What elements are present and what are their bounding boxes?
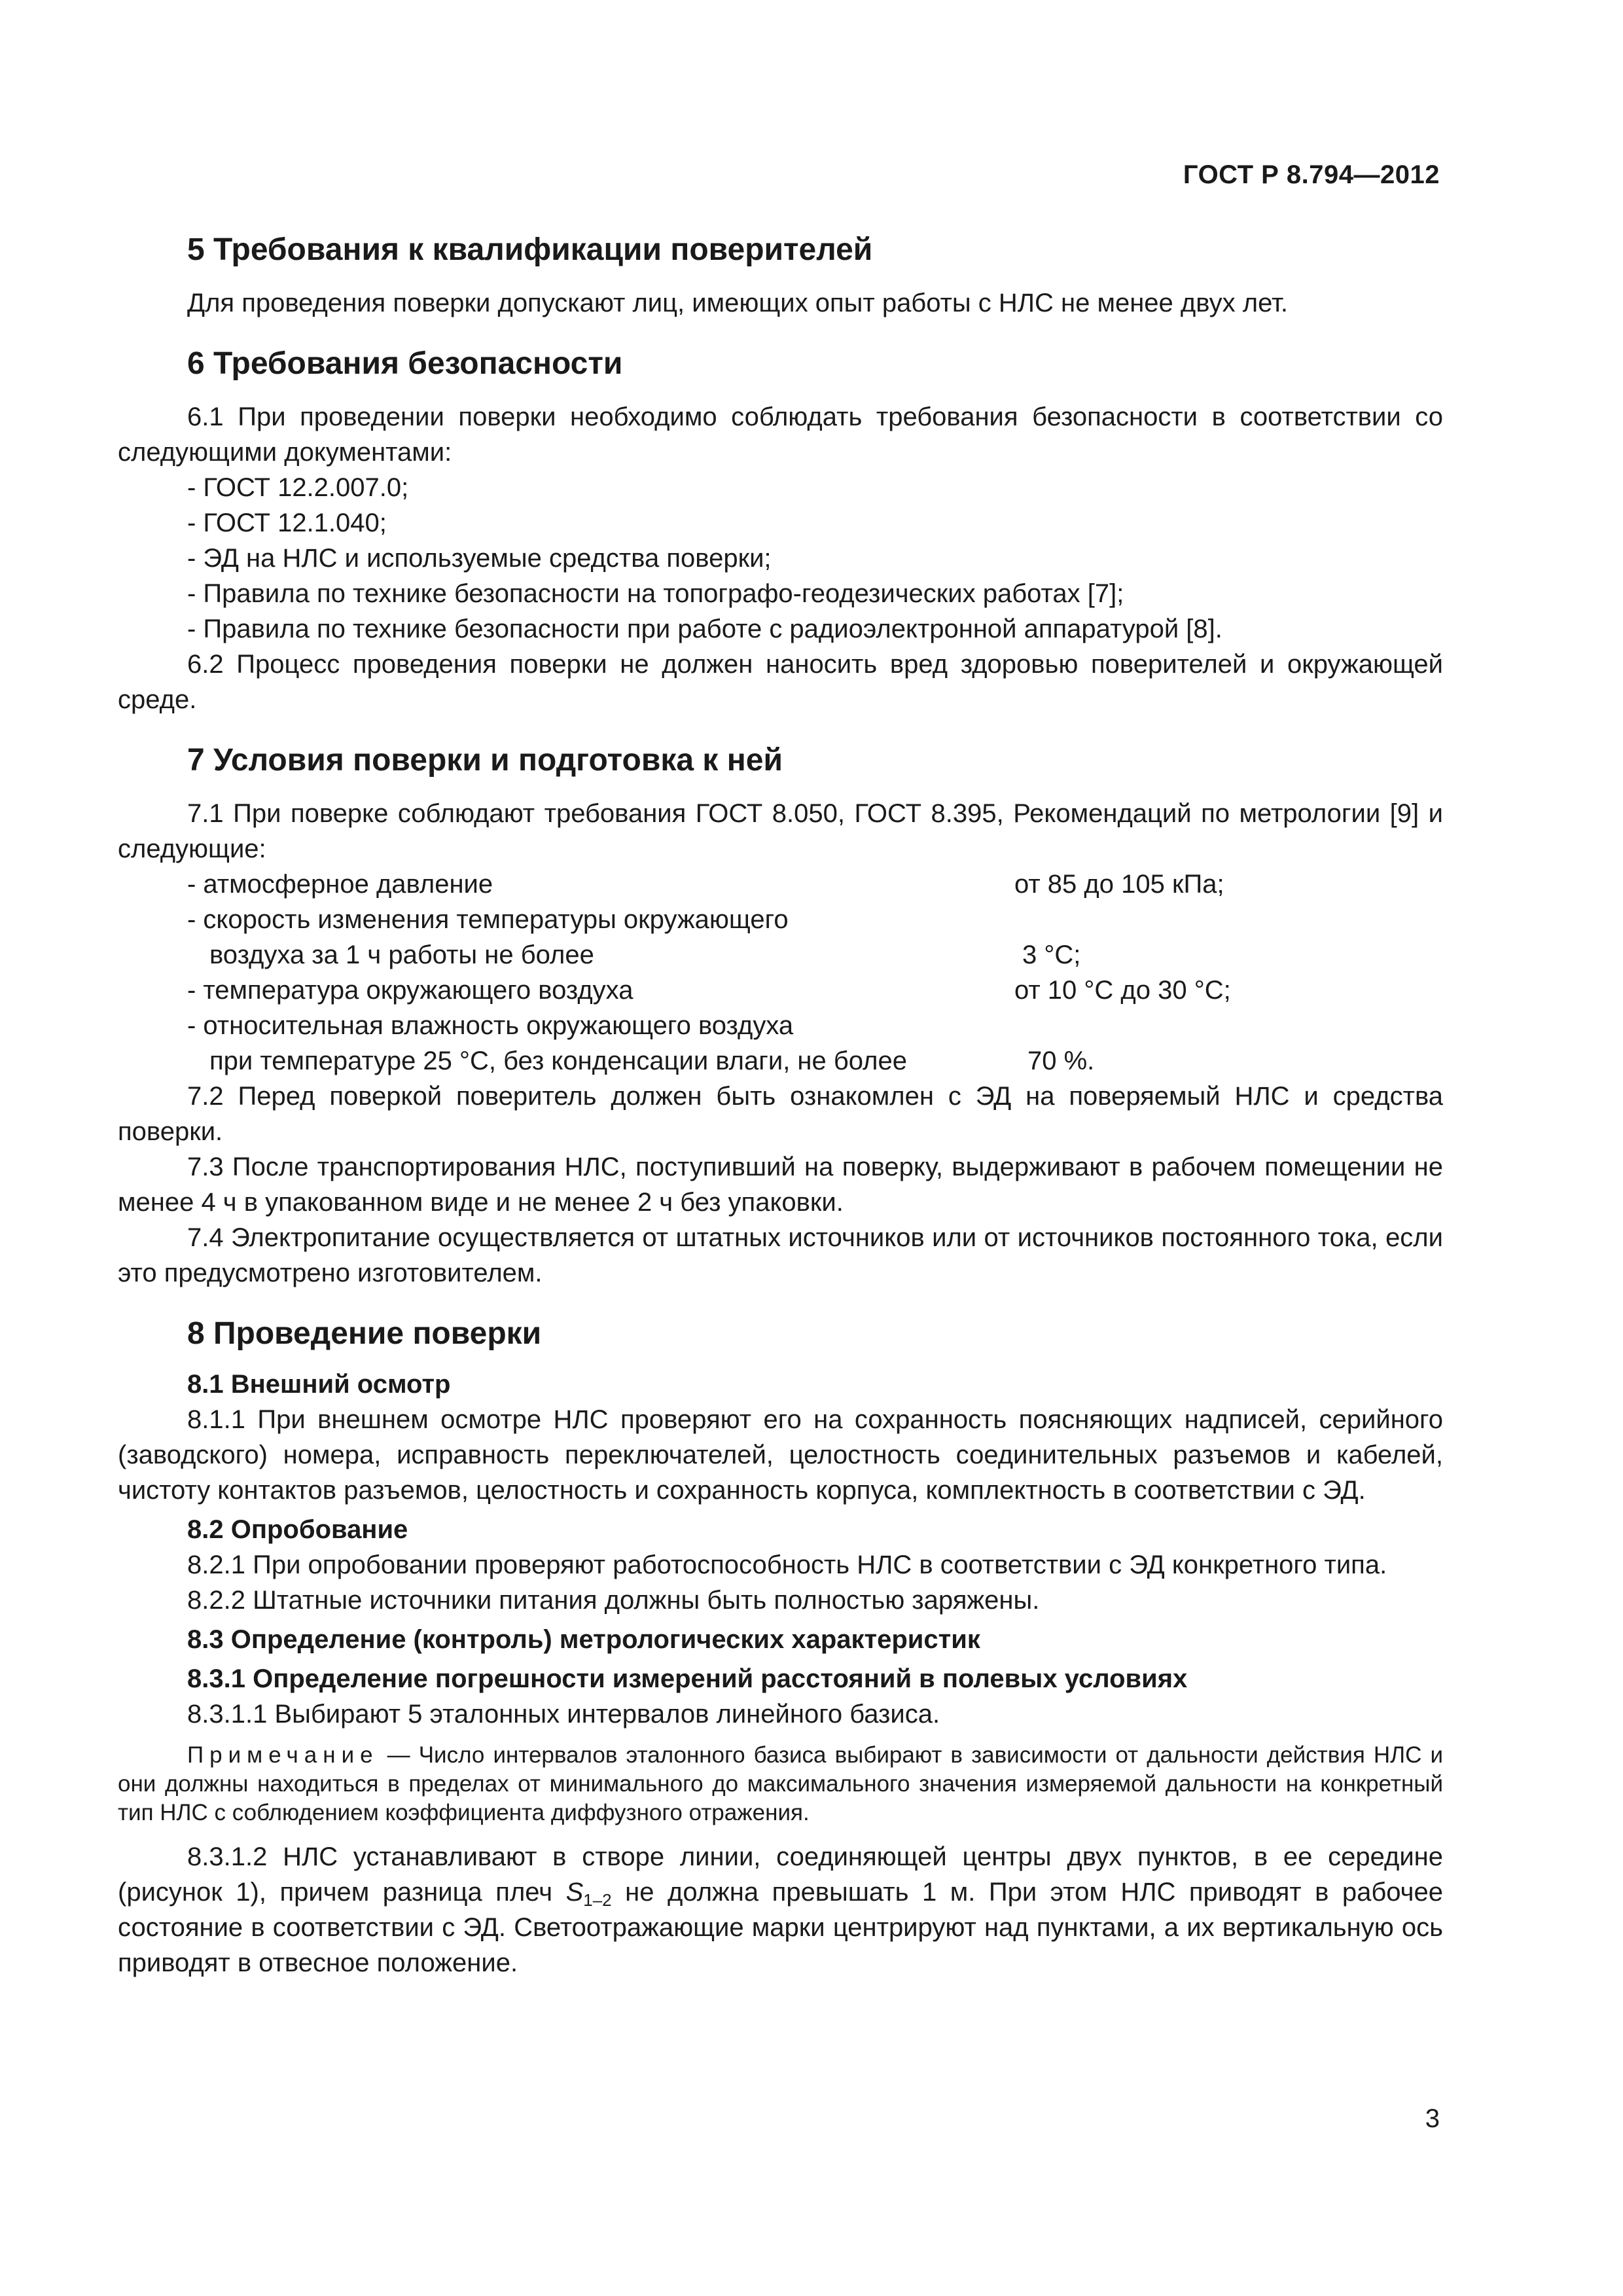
condition-value: 70 %.	[1027, 1047, 1095, 1075]
para-8-1-1: 8.1.1 При внешнем осмотре НЛС проверяют его на сохранность поясняющих надписей, серийного (заводского) номера, исправность переключателей, целостность соединительных разъемов и кабелей, чистоту контактов разъемов, целостность и сохранность корпуса, комплектность в соответствии с ЭД.	[118, 1405, 1443, 1505]
condition-label: - атмосферное давление	[187, 870, 493, 899]
note	[118, 1741, 1443, 1827]
para-7-1: 7.1 При поверке соблюдают требования ГОСТ 8.050, ГОСТ 8.395, Рекомендаций по метрологии [9] и следующие:	[118, 799, 1443, 863]
condition-value: от 10 °С до 30 °С;	[1014, 976, 1231, 1005]
condition-row	[118, 937, 1443, 973]
para-text: 8.3.1.2 НЛС устанавливают в створе линии, соединяющей центры двух пунктов, в ее середине (рисунок 1), причем разница плеч	[118, 1842, 1443, 1907]
para-8-2-1: 8.2.1 При опробовании проверяют работоспособность НЛС в соответствии с ЭД конкретного типа.	[187, 1551, 1387, 1579]
document-body	[118, 229, 1443, 1981]
para-8-3-1-1: 8.3.1.1 Выбирают 5 эталонных интервалов линейного базиса.	[187, 1700, 940, 1729]
symbol-subscript: 1–2	[583, 1890, 612, 1910]
para-text: не должна превышать 1 м. При этом НЛС приводят в рабочее состояние в соответствии с ЭД. Светоотражающие марки центрируют над пунктами, а их вертикальную ось приводят в отвесное положение.	[118, 1878, 1443, 1977]
condition-row	[118, 902, 1443, 937]
list-item: - ЭД на НЛС и используемые средства поверки;	[187, 544, 772, 573]
condition-label: воздуха за 1 ч работы не более	[209, 941, 594, 969]
symbol-s: S	[565, 1878, 584, 1907]
list-item: - Правила по технике безопасности при работе с радиоэлектронной аппаратурой [8].	[187, 615, 1222, 643]
list-item: - ГОСТ 12.2.007.0;	[187, 473, 409, 502]
subsection-8-1-title: 8.1 Внешний осмотр	[187, 1370, 451, 1399]
section-5-title: 5 Требования к квалификации поверителей	[187, 232, 873, 267]
note-text: — Число интервалов эталонного базиса выбирают в зависимости от дальности действия НЛС и они должны находиться в пределах от минимального до максимального значения измеряемой дальности на конкретный тип НЛС с соблюдением коэффициента диффузного отражения.	[118, 1742, 1443, 1825]
para-6-1: 6.1 При проведении поверки необходимо соблюдать требования безопасности в соответствии со следующими документами:	[118, 403, 1443, 467]
subsection-8-3-1-title: 8.3.1 Определение погрешности измерений расстояний в полевых условиях	[187, 1664, 1188, 1693]
condition-row	[118, 867, 1443, 902]
para-8-2-2: 8.2.2 Штатные источники питания должны быть полностью заряжены.	[187, 1586, 1040, 1615]
section-7-title: 7 Условия поверки и подготовка к ней	[187, 743, 783, 778]
condition-label: при температуре 25 °С, без конденсации влаги, не более	[209, 1047, 907, 1075]
condition-label: - относительная влажность окружающего воздуха	[187, 1011, 794, 1040]
para-7-3: 7.3 После транспортирования НЛС, поступивший на поверку, выдерживают в рабочем помещении не менее 4 ч в упакованном виде и не менее 2 ч без упаковки.	[118, 1153, 1443, 1217]
para-8-3-1-2	[118, 1839, 1443, 1981]
section-5-text: Для проведения поверки допускают лиц, имеющих опыт работы с НЛС не менее двух лет.	[187, 289, 1288, 317]
subsection-8-2-title: 8.2 Опробование	[187, 1515, 408, 1544]
para-7-2: 7.2 Перед поверкой поверитель должен быть ознакомлен с ЭД на поверяемый НЛС и средства поверки.	[118, 1082, 1443, 1146]
condition-row	[118, 973, 1443, 1008]
condition-value: 3 °С;	[1022, 941, 1081, 969]
page-number: 3	[1425, 2104, 1440, 2133]
condition-label: - температура окружающего воздуха	[187, 976, 633, 1005]
para-7-4: 7.4 Электропитание осуществляется от штатных источников или от источников постоянного тока, если это предусмотрено изготовителем.	[118, 1223, 1443, 1287]
section-6-title: 6 Требования безопасности	[187, 346, 623, 381]
condition-row	[118, 1043, 1443, 1079]
condition-value: от 85 до 105 кПа;	[1014, 870, 1224, 899]
section-8-title: 8 Проведение поверки	[187, 1316, 542, 1351]
condition-label: - скорость изменения температуры окружающего	[187, 905, 789, 934]
document-header: ГОСТ Р 8.794—2012	[1183, 160, 1440, 189]
subsection-8-3-title: 8.3 Определение (контроль) метрологических характеристик	[187, 1625, 980, 1654]
note-label: Примечание	[187, 1742, 379, 1768]
list-item: - ГОСТ 12.1.040;	[187, 509, 387, 537]
para-6-2: 6.2 Процесс проведения поверки не должен наносить вред здоровью поверителей и окружающей среде.	[118, 650, 1443, 714]
condition-row	[118, 1008, 1443, 1043]
list-item: - Правила по технике безопасности на топографо-геодезических работах [7];	[187, 579, 1124, 608]
